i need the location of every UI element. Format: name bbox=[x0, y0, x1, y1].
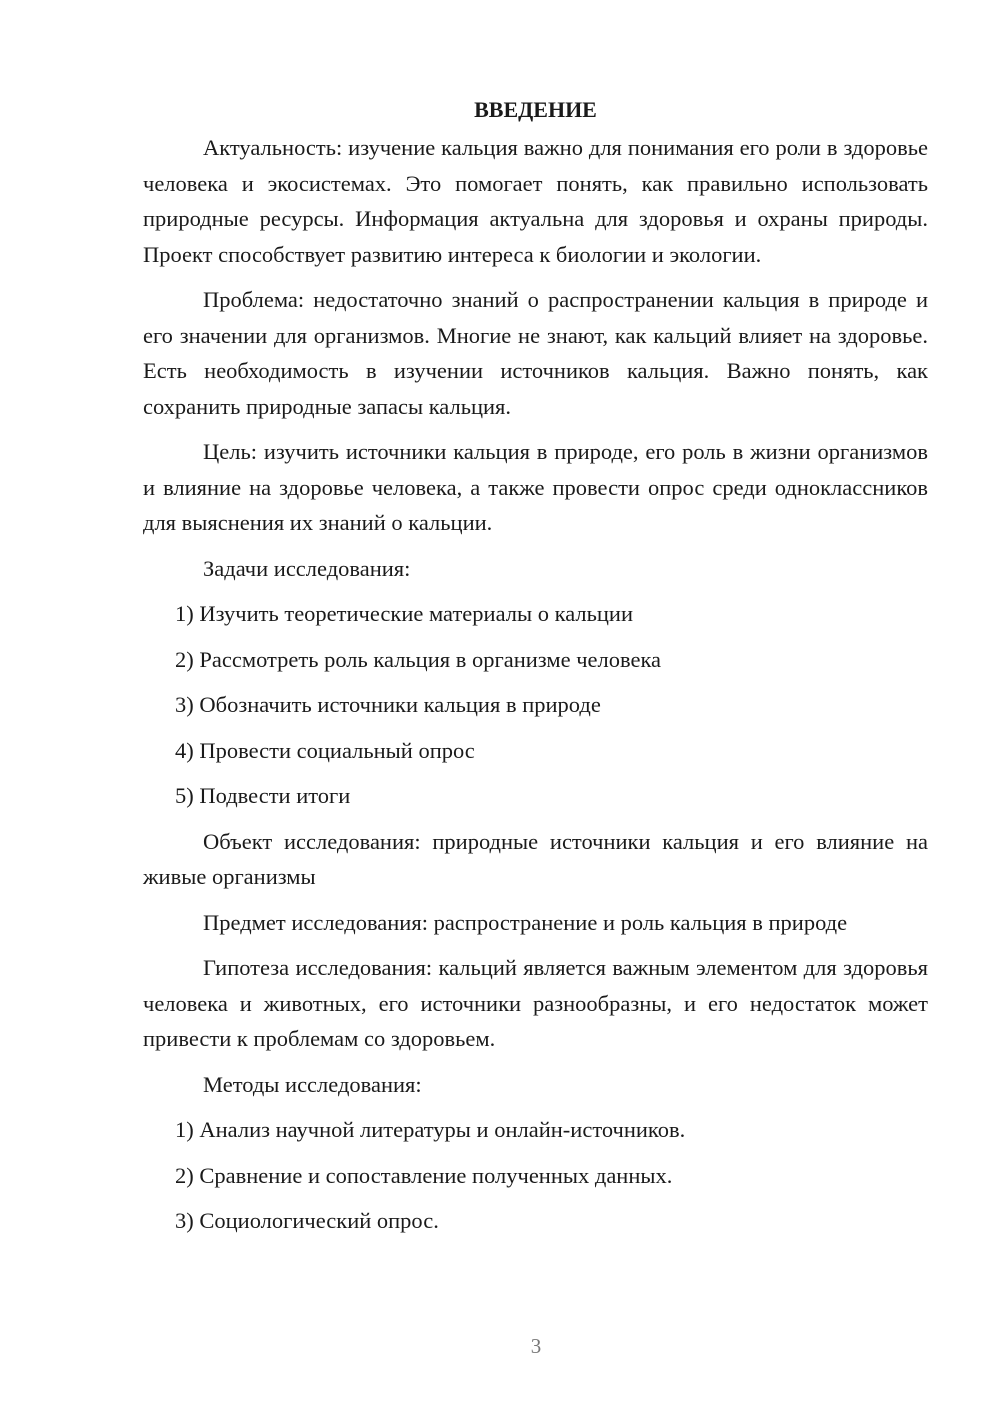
document-page bbox=[143, 92, 928, 1249]
list-item: 1) Анализ научной литературы и онлайн-источников. bbox=[175, 1117, 686, 1142]
hypothesis-paragraph: Гипотеза исследования: кальций является важным элементом для здоровья человека и животных, его источники разнообразны, и его недостаток может привести к проблемам со здоровьем. bbox=[143, 955, 928, 1051]
list-item: 4) Провести социальный опрос bbox=[175, 737, 475, 763]
page-title: ВВЕДЕНИЕ bbox=[474, 97, 597, 122]
methods-list bbox=[143, 1112, 928, 1239]
page-number: 3 bbox=[530, 1334, 542, 1358]
tasks-label: Задачи исследования: bbox=[203, 555, 411, 581]
list-item: 2) Сравнение и сопоставление полученных данных. bbox=[175, 1162, 673, 1188]
relevance-paragraph: Актуальность: изучение кальция важно для понимания его роли в здоровье человека и экосистемах. Это помогает понять, как правильно использовать природные ресурсы. Информация актуальна для здоровья и охраны природы. Проект способствует развитию интереса к биологии и экологии. bbox=[143, 135, 928, 267]
object-paragraph: Объект исследования: природные источники кальция и его влияние на живые организмы bbox=[143, 828, 928, 889]
list-item: 5) Подвести итоги bbox=[175, 783, 351, 808]
list-item: 3) Социологический опрос. bbox=[175, 1208, 439, 1233]
goal-paragraph: Цель: изучить источники кальция в природе, его роль в жизни организмов и влияние на здоровье человека, а также провести опрос среди одноклассников для выяснения их знаний о кальции. bbox=[143, 439, 928, 535]
problem-paragraph: Проблема: недостаточно знаний о распространении кальция в природе и его значении для организмов. Многие не знают, как кальций влияет на здоровье. Есть необходимость в изучении источников кальция. Важно понять, как сохранить природные запасы кальция. bbox=[143, 287, 928, 419]
list-item: 3) Обозначить источники кальция в природе bbox=[175, 692, 601, 717]
list-item: 1) Изучить теоретические материалы о кальции bbox=[175, 601, 633, 626]
methods-label: Методы исследования: bbox=[203, 1071, 422, 1097]
subject-paragraph: Предмет исследования: распространение и роль кальция в природе bbox=[203, 909, 848, 935]
tasks-list bbox=[143, 596, 928, 814]
list-item: 2) Рассмотреть роль кальция в организме человека bbox=[175, 646, 662, 672]
